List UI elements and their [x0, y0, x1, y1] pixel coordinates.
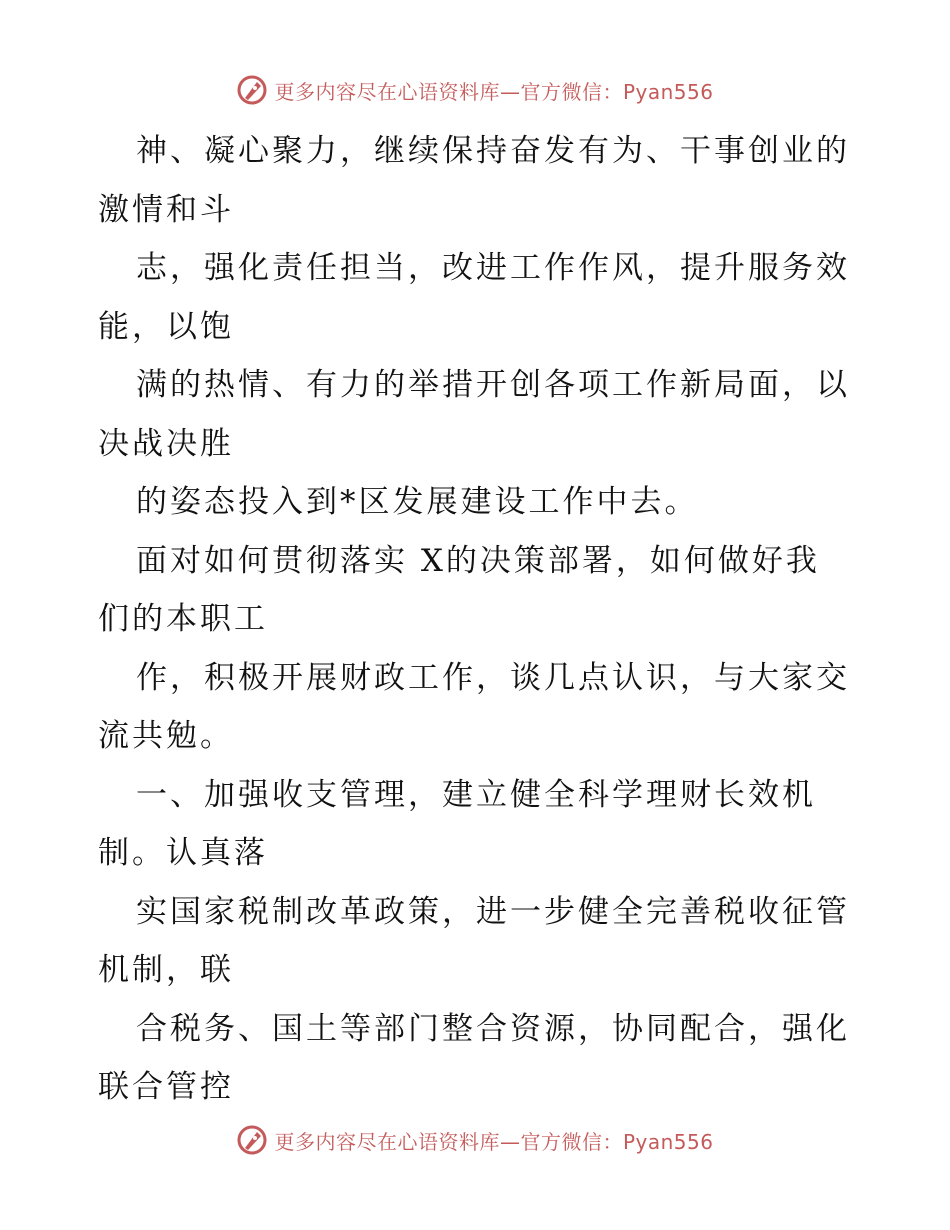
- text-line: 们的本职工: [98, 601, 268, 637]
- text-line: 决战决胜: [98, 425, 234, 462]
- header-watermark: [0, 70, 950, 110]
- watermark-text: 更多内容尽在心语资料库—官方微信：Pyan556: [274, 1129, 714, 1154]
- text-line: 激情和斗: [98, 191, 234, 228]
- text-line: 联合管控: [98, 1069, 234, 1105]
- text-line: 能，以饱: [98, 308, 234, 345]
- text-line: 神、凝心聚力，继续保持奋发有为、干事创业的: [136, 133, 850, 169]
- pen-nib-circle-icon: [236, 74, 268, 106]
- text-line: 的姿态投入到*区发展建设工作中去。: [136, 484, 699, 520]
- footer-watermark: [0, 1120, 950, 1160]
- text-line: 一、加强收支管理，建立健全科学理财长效机: [136, 776, 816, 813]
- text-line: 合税务、国土等部门整合资源，协同配合，强化: [136, 1010, 850, 1047]
- text-line: 实国家税制改革政策，进一步健全完善税收征管: [136, 893, 850, 930]
- pen-nib-circle-icon: [236, 1124, 268, 1156]
- text-line: 作，积极开展财政工作，谈几点认识，与大家交: [136, 659, 850, 696]
- watermark-text: 更多内容尽在心语资料库—官方微信：Pyan556: [274, 79, 714, 104]
- text-line: 制。认真落: [98, 835, 268, 871]
- document-body: [98, 122, 858, 1117]
- text-line: 面对如何贯彻落实 X的决策部署，如何做好我: [136, 542, 820, 579]
- text-line: 流共勉。: [98, 718, 234, 754]
- text-line: 满的热情、有力的举措开创各项工作新局面，以: [136, 367, 850, 403]
- text-line: 志，强化责任担当，改进工作作风，提升服务效: [136, 250, 850, 286]
- text-line: 机制，联: [98, 952, 234, 988]
